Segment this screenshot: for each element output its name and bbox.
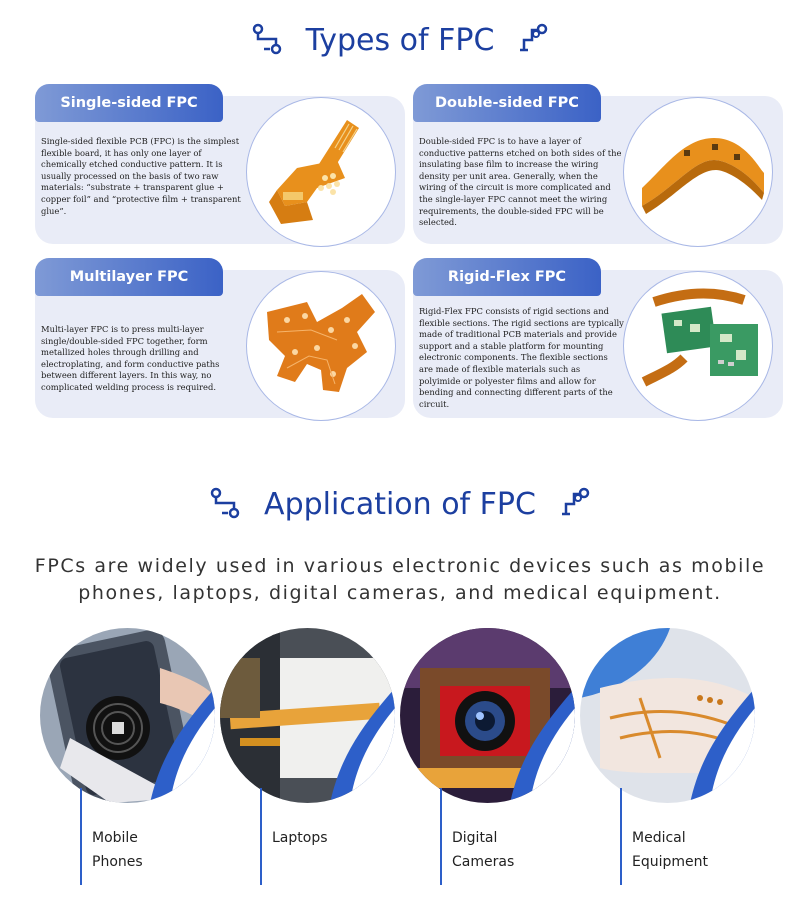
circuit-icon <box>514 22 550 58</box>
card-title: Double-sided FPC <box>413 84 601 122</box>
application-label: Digital Cameras <box>452 830 515 870</box>
application-label: Medical Equipment <box>632 830 708 870</box>
application-item-laptops <box>220 628 395 888</box>
types-title-text: Types of FPC <box>305 22 495 58</box>
single-sided-fpc-image <box>246 97 396 247</box>
card-title: Single-sided FPC <box>35 84 223 122</box>
medical-equipment-photo <box>580 628 755 803</box>
circuit-icon <box>556 486 592 522</box>
item-divider-line <box>440 788 442 885</box>
application-item-digital-cameras <box>400 628 575 888</box>
item-divider-line <box>80 788 82 885</box>
card-title: Multilayer FPC <box>35 258 223 296</box>
application-item-mobile-phones <box>40 628 215 888</box>
circuit-icon <box>208 486 244 522</box>
application-item-medical-equipment <box>580 628 755 888</box>
rigid-flex-fpc-image <box>623 271 773 421</box>
card-title: Rigid-Flex FPC <box>413 258 601 296</box>
card-description: Multi-layer FPC is to press multi-layer single/double-sided FPC together, form metallized holes through drilling and electroplating, and form conductive paths between different layers. In this way, no complicated welding process is required. <box>41 324 220 392</box>
application-label: Laptops <box>272 830 328 846</box>
card-description: Single-sided flexible PCB (FPC) is the simplest flexible board, it has only one layer of chemically etched conductive pattern. It is usually processed on the basis of two raw materials: “substrate + transparent glue + copper foil” and “protective film + transparent glue”. <box>41 136 241 216</box>
types-title <box>0 22 800 58</box>
circuit-icon <box>250 22 286 58</box>
digital-camera-photo <box>400 628 575 803</box>
application-title-text: Application of FPC <box>264 486 536 522</box>
card-description: Rigid-Flex FPC consists of rigid sections and flexible sections. The rigid sections are typically made of traditional PCB materials and provide support and a stable platform for mounting electronic components. The flexible sections are made of flexible materials such as polyimide or polyester films and allow for bending and connecting different parts of the circuit. <box>419 306 624 409</box>
multilayer-fpc-image <box>246 271 396 421</box>
laptop-photo <box>220 628 395 803</box>
item-divider-line <box>260 788 262 885</box>
double-sided-fpc-image <box>623 97 773 247</box>
card-description: Double-sided FPC is to have a layer of conductive patterns etched on both sides of the insulating base film to increase the wiring density per unit area. Generally, when the wiring of the circuit is more complicated and the single-layer FPC cannot meet the wiring requirements, the double-sided FPC will be selected. <box>419 136 622 228</box>
item-divider-line <box>620 788 622 885</box>
application-title <box>0 486 800 522</box>
mobile-phone-photo <box>40 628 215 803</box>
application-label: Mobile Phones <box>92 830 143 870</box>
application-description: FPCs are widely used in various electronic devices such as mobile phones, laptops, digital cameras, and medical equipment. <box>34 555 766 604</box>
